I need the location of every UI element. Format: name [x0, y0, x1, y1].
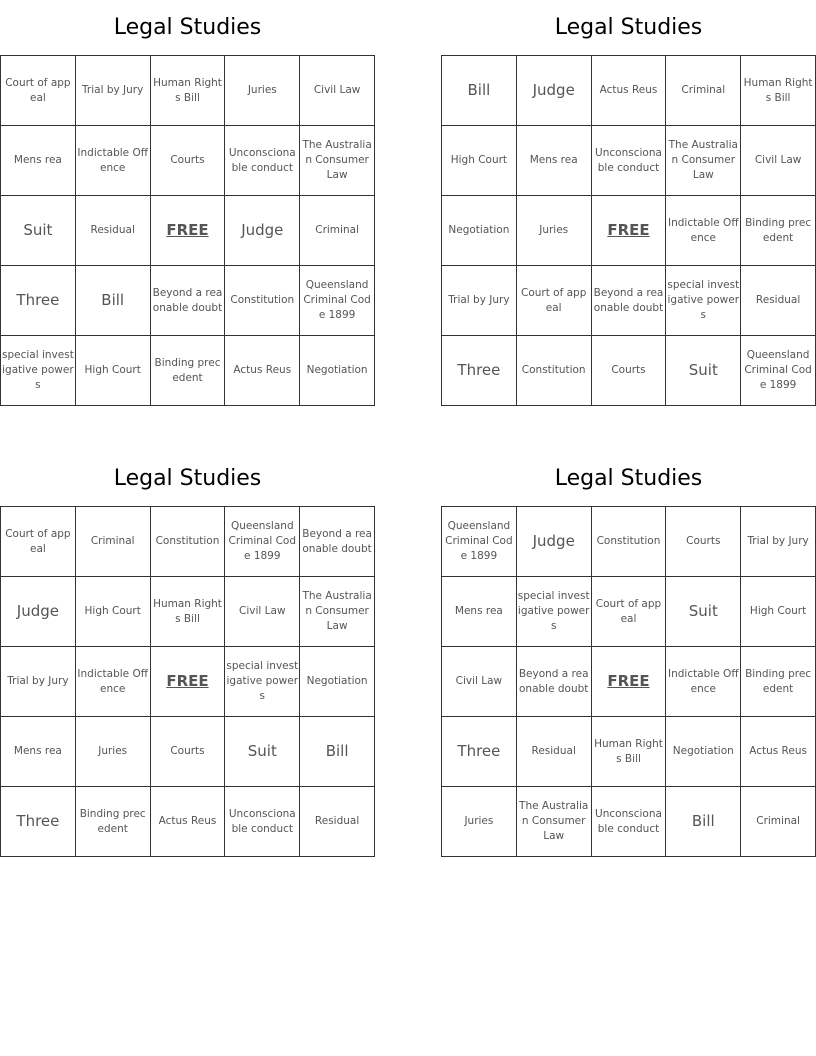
bingo-cell: Civil Law: [300, 56, 375, 126]
bingo-cell: Mens rea: [1, 717, 76, 787]
bingo-cell: Three: [442, 336, 517, 406]
bingo-cell: Queensland Criminal Code 1899: [225, 507, 300, 577]
bingo-cell: Civil Law: [442, 647, 517, 717]
bingo-cell: Trial by Jury: [442, 266, 517, 336]
bingo-cell: Court of appeal: [592, 577, 667, 647]
bingo-cell: Human Rights Bill: [592, 717, 667, 787]
bingo-cell: Courts: [592, 336, 667, 406]
bingo-cell: Negotiation: [666, 717, 741, 787]
bingo-cell: High Court: [442, 126, 517, 196]
bingo-cell: Mens rea: [1, 126, 76, 196]
bingo-cell: Judge: [225, 196, 300, 266]
bingo-cell: special investigative powers: [1, 336, 76, 406]
bingo-cell: Judge: [1, 577, 76, 647]
bingo-cell: Negotiation: [300, 647, 375, 717]
bingo-grid: [0, 55, 375, 406]
bingo-cell: Negotiation: [442, 196, 517, 266]
free-space: FREE: [592, 647, 667, 717]
bingo-cell: Bill: [442, 56, 517, 126]
bingo-cell: Indictable Offence: [666, 196, 741, 266]
bingo-cell: Indictable Offence: [76, 126, 151, 196]
bingo-cell: Trial by Jury: [741, 507, 816, 577]
bingo-cell: The Australian Consumer Law: [300, 126, 375, 196]
bingo-cell: Suit: [666, 577, 741, 647]
bingo-cell: Criminal: [300, 196, 375, 266]
bingo-cell: Mens rea: [442, 577, 517, 647]
card-title: Legal Studies: [554, 466, 703, 491]
bingo-cell: Civil Law: [225, 577, 300, 647]
bingo-cell: Bill: [300, 717, 375, 787]
bingo-cell: Juries: [517, 196, 592, 266]
bingo-cell: The Australian Consumer Law: [517, 787, 592, 857]
bingo-cell: special investigative powers: [666, 266, 741, 336]
bingo-cell: Binding precedent: [151, 336, 226, 406]
bingo-cell: Juries: [225, 56, 300, 126]
bingo-cell: Civil Law: [741, 126, 816, 196]
bingo-cell: Trial by Jury: [1, 647, 76, 717]
free-space: FREE: [151, 196, 226, 266]
bingo-cell: Binding precedent: [76, 787, 151, 857]
bingo-cell: Constitution: [151, 507, 226, 577]
bingo-cell: Actus Reus: [592, 56, 667, 126]
bingo-cell: Residual: [741, 266, 816, 336]
bingo-cell: Bill: [76, 266, 151, 336]
bingo-cell: Courts: [151, 717, 226, 787]
bingo-cell: The Australian Consumer Law: [666, 126, 741, 196]
bingo-cell: Queensland Criminal Code 1899: [442, 507, 517, 577]
bingo-cell: The Australian Consumer Law: [300, 577, 375, 647]
bingo-cell: Actus Reus: [741, 717, 816, 787]
bingo-cell: Beyond a reaonable doubt: [592, 266, 667, 336]
bingo-grid: [441, 506, 816, 857]
bingo-cell: Suit: [666, 336, 741, 406]
bingo-cell: Beyond a reaonable doubt: [517, 647, 592, 717]
bingo-cell: Beyond a reaonable doubt: [151, 266, 226, 336]
bingo-cell: Unconscionable conduct: [225, 787, 300, 857]
bingo-cell: Actus Reus: [151, 787, 226, 857]
bingo-cell: Residual: [517, 717, 592, 787]
bingo-cell: Juries: [76, 717, 151, 787]
bingo-cell: Court of appeal: [517, 266, 592, 336]
card-title: Legal Studies: [113, 466, 262, 491]
bingo-cell: High Court: [741, 577, 816, 647]
bingo-cell: special investigative powers: [225, 647, 300, 717]
bingo-cell: Unconscionable conduct: [225, 126, 300, 196]
bingo-cell: Suit: [225, 717, 300, 787]
bingo-cell: Actus Reus: [225, 336, 300, 406]
bingo-cell: Trial by Jury: [76, 56, 151, 126]
bingo-cell: Criminal: [666, 56, 741, 126]
bingo-cell: Constitution: [592, 507, 667, 577]
card-title: Legal Studies: [113, 15, 262, 40]
free-space: FREE: [151, 647, 226, 717]
bingo-cell: special investigative powers: [517, 577, 592, 647]
bingo-cell: Indictable Offence: [666, 647, 741, 717]
bingo-cell: Human Rights Bill: [151, 56, 226, 126]
bingo-cell: Beyond a reaonable doubt: [300, 507, 375, 577]
bingo-cell: Juries: [442, 787, 517, 857]
bingo-cell: Three: [1, 266, 76, 336]
free-space: FREE: [592, 196, 667, 266]
bingo-cell: Mens rea: [517, 126, 592, 196]
bingo-cell: Three: [442, 717, 517, 787]
bingo-cell: Unconscionable conduct: [592, 126, 667, 196]
bingo-cell: Binding precedent: [741, 196, 816, 266]
bingo-cell: Constitution: [225, 266, 300, 336]
bingo-cell: Suit: [1, 196, 76, 266]
bingo-cell: Court of appeal: [1, 507, 76, 577]
bingo-cell: High Court: [76, 577, 151, 647]
bingo-cell: Bill: [666, 787, 741, 857]
bingo-cell: Courts: [151, 126, 226, 196]
bingo-cell: Residual: [76, 196, 151, 266]
bingo-cell: Court of appeal: [1, 56, 76, 126]
bingo-cell: High Court: [76, 336, 151, 406]
bingo-cell: Queensland Criminal Code 1899: [300, 266, 375, 336]
bingo-cell: Constitution: [517, 336, 592, 406]
bingo-grid: [0, 506, 375, 857]
bingo-cell: Unconscionable conduct: [592, 787, 667, 857]
bingo-cell: Three: [1, 787, 76, 857]
bingo-cell: Residual: [300, 787, 375, 857]
bingo-cell: Queensland Criminal Code 1899: [741, 336, 816, 406]
bingo-cell: Judge: [517, 507, 592, 577]
bingo-cell: Human Rights Bill: [151, 577, 226, 647]
bingo-cell: Judge: [517, 56, 592, 126]
bingo-cell: Human Rights Bill: [741, 56, 816, 126]
bingo-grid: [441, 55, 816, 406]
bingo-cell: Criminal: [76, 507, 151, 577]
bingo-cell: Negotiation: [300, 336, 375, 406]
bingo-cell: Criminal: [741, 787, 816, 857]
card-title: Legal Studies: [554, 15, 703, 40]
bingo-cell: Courts: [666, 507, 741, 577]
bingo-cell: Indictable Offence: [76, 647, 151, 717]
bingo-cell: Binding precedent: [741, 647, 816, 717]
